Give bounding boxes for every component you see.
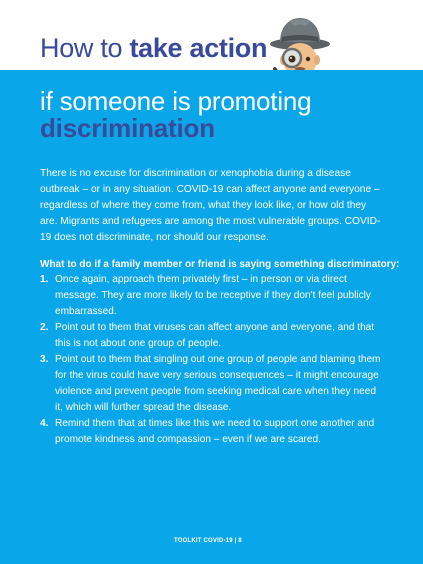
list-item (40, 416, 385, 448)
content-panel (0, 70, 423, 564)
step-number: 2. (40, 322, 49, 333)
title-prefix: How to (40, 33, 130, 63)
page-number: 8 (238, 538, 242, 544)
title-line-2: if someone is promoting (40, 86, 312, 116)
step-text: Once again, approach them privately first – in person or via direct message. They are more likely to be receptive if they don't feel publicly embarrassed. (55, 274, 371, 317)
step-number: 4. (40, 418, 49, 429)
footer-separator: | (232, 538, 239, 544)
step-number: 3. (40, 354, 49, 365)
page-footer (174, 537, 242, 545)
steps-heading: What to do if a family member or friend is saying something discriminatory: (40, 259, 400, 270)
list-item (40, 352, 385, 416)
intro-paragraph: There is no excuse for discrimination or xenophobia during a disease outbreak – or in any situation. COVID-19 can affect anyone and everyone – regardless of where they come from, what they look like, or how old they are. Migrants and refugees are among the most vulnerable groups. COVID-19 does not discriminate, nor should our response. (40, 168, 381, 243)
list-item (40, 320, 385, 352)
header-area (0, 0, 423, 70)
steps-list (40, 272, 385, 448)
list-item (40, 272, 385, 320)
title-line-3: discrimination (40, 113, 215, 143)
step-text: Remind them that at times like this we need to support one another and promote kindness and compassion – even if we are scared. (55, 418, 375, 445)
title-emphasis: take action (129, 33, 268, 63)
step-text: Point out to them that viruses can affect anyone and everyone, and that this is not about one group of people. (55, 322, 375, 349)
step-number: 1. (40, 274, 49, 285)
page-title (40, 32, 267, 64)
footer-label: TOOLKIT COVID-19 (174, 538, 233, 544)
step-text: Point out to them that singling out one group of people and blaming them for the virus could have very serious consequences – it might encourage violence and prevent people from seeking medical care when they need it, which will further spread the disease. (55, 354, 381, 413)
